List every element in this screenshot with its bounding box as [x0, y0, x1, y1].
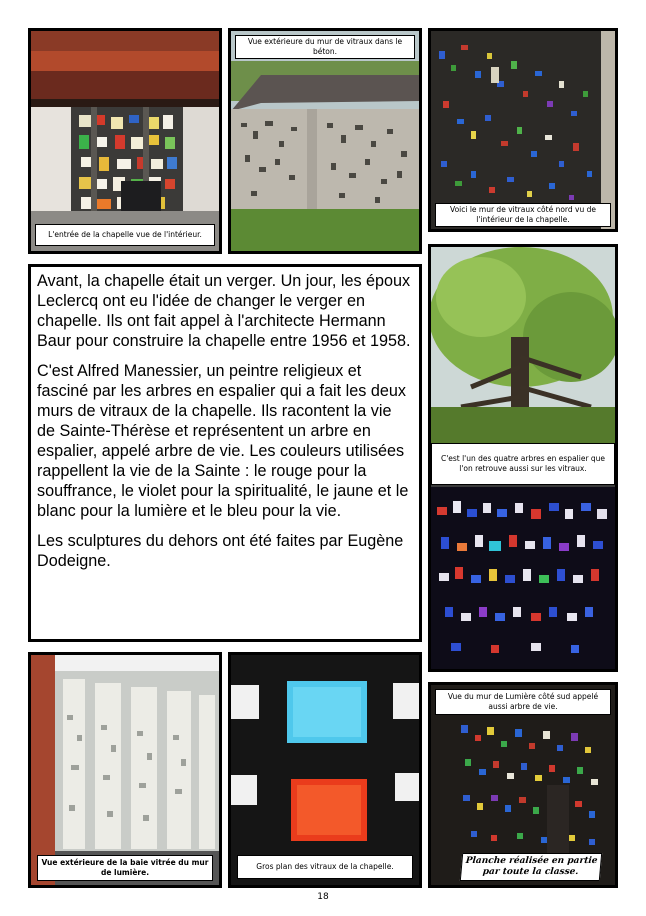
caption-light-bay: Vue extérieure de la baie vitrée du mur de lumière. [37, 855, 213, 881]
body-paragraph-3: Les sculptures du dehors ont été faites par Eugène Dodeigne. [37, 532, 404, 570]
photo-closeup [228, 652, 422, 888]
body-text-panel [28, 264, 422, 642]
caption-credit: Planche réalisée en partie par toute la classe. [460, 853, 602, 881]
body-paragraph-2: C'est Alfred Manessier, un peintre religieux et fasciné par les arbres en espalier qui a fait les deux murs de vitraux de la chapelle. Ils racontent la vie de Sainte-Thérèse et représentent un arbre en espalier, appelé arbre de vie. Les couleurs utilisées rappellent la vie de la Sainte : le rouge pour la souffrance, le violet pour la spiritualité, le jaune et le blanc pour la lumière et le bleu pour la vie. [37, 362, 409, 520]
caption-closeup: Gros plan des vitraux de la chapelle. [237, 855, 413, 879]
photo-light-bay [28, 652, 222, 888]
photo-south-wall [428, 682, 618, 888]
caption-south-wall: Vue du mur de Lumière côté sud appelé aussi arbre de vie. [435, 689, 611, 715]
photo-north-wall [428, 28, 618, 232]
body-paragraph-1: Avant, la chapelle était un verger. Un jour, les époux Leclercq ont eu l'idée de changer le verger en chapelle. Ils ont fait appel à l'architecte Hermann Baur pour construire la chapelle entre 1956 et 1958. [37, 272, 411, 350]
exterior-wall-illustration [231, 31, 419, 251]
entrance-illustration [31, 31, 219, 251]
north-wall-illustration [431, 31, 615, 229]
photo-entrance-interior [28, 28, 222, 254]
light-bay-illustration [31, 655, 219, 885]
caption-entrance: L'entrée de la chapelle vue de l'intérieur. [35, 224, 215, 246]
closeup-illustration [231, 655, 419, 885]
caption-espalier-tree: C'est l'un des quatre arbres en espalier que l'on retrouve aussi sur les vitraux. [431, 443, 615, 485]
page-number: 18 [317, 892, 329, 902]
caption-north-wall: Voici le mur de vitraux côté nord vu de l'intérieur de la chapelle. [435, 203, 611, 227]
photo-exterior-wall [228, 28, 422, 254]
caption-exterior-wall: Vue extérieure du mur de vitraux dans le béton. [235, 35, 415, 59]
photo-espalier-tree [428, 244, 618, 672]
